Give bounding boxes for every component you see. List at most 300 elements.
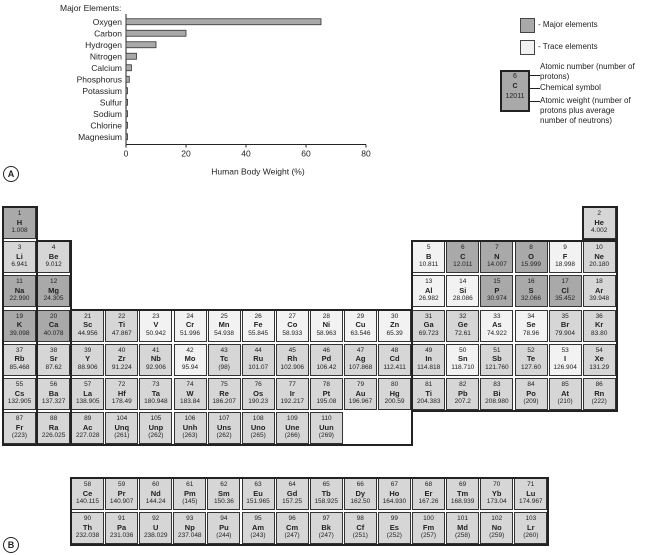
atomic-weight: 131.29: [589, 363, 610, 371]
atomic-number: 6: [460, 244, 465, 252]
element-cell-es: [378, 512, 411, 544]
atomic-number: 88: [49, 415, 58, 423]
element-symbol: Pt: [322, 388, 331, 398]
atomic-number: 80: [390, 381, 399, 388]
atomic-number: 22: [118, 312, 126, 320]
element-symbol: Sb: [492, 354, 502, 364]
atomic-weight: 9.012: [45, 261, 62, 269]
element-symbol: Y: [85, 354, 91, 364]
element-symbol: Pr: [117, 488, 126, 498]
atomic-weight: 101.07: [248, 363, 269, 371]
element-symbol: Cu: [355, 320, 366, 330]
atomic-weight: 91.224: [111, 363, 132, 371]
atomic-weight: 138.905: [75, 398, 100, 405]
atomic-number: 84: [527, 381, 535, 388]
atomic-number: 97: [322, 515, 330, 522]
element-symbol: Os: [253, 388, 264, 398]
element-symbol: S: [528, 285, 534, 295]
element-symbol: Pd: [321, 354, 332, 364]
atomic-weight: (210): [557, 398, 573, 405]
element-cell-unp: [139, 412, 172, 444]
element-symbol: K: [16, 320, 23, 330]
element-cell-au: [344, 378, 377, 410]
element-cell-mg: [37, 275, 70, 307]
element-cell-une: [276, 412, 309, 444]
atomic-number: 103: [525, 515, 537, 522]
element-cell-u: [139, 512, 172, 544]
element-symbol: Co: [287, 320, 298, 330]
atomic-number: 34: [527, 312, 535, 320]
element-cell-pd: [310, 344, 343, 376]
atomic-weight: 192.217: [280, 398, 305, 405]
atomic-number: 93: [186, 515, 194, 522]
category-label-magnesium: Magnesium: [78, 131, 122, 142]
atomic-number: 39: [84, 346, 92, 354]
panel-label-a: A: [3, 166, 19, 182]
element-symbol: F: [562, 251, 568, 261]
element-symbol: As: [492, 320, 502, 330]
atomic-weight: 69.723: [418, 329, 439, 337]
atomic-weight: 226.025: [41, 432, 66, 440]
element-symbol: Bk: [321, 522, 331, 532]
element-cell-br: [549, 310, 582, 342]
element-cell-in: [412, 344, 445, 376]
atomic-weight: (258): [455, 532, 471, 539]
atomic-weight: (261): [114, 432, 130, 440]
key-atomic-number: 6: [513, 73, 517, 80]
atomic-weight: 195.08: [316, 398, 337, 405]
element-symbol: Ce: [82, 488, 93, 498]
atomic-weight: (243): [250, 532, 266, 539]
atomic-number: 63: [254, 481, 262, 488]
element-cell-sm: [207, 478, 240, 510]
element-cell-se: [515, 310, 548, 342]
atomic-number: 12: [49, 278, 58, 286]
element-cell-po: [515, 378, 548, 410]
x-tick-label-60: 60: [301, 148, 311, 159]
atomic-weight: 168.939: [450, 498, 475, 505]
atomic-weight: 200.59: [384, 398, 405, 405]
element-symbol: Sm: [218, 488, 230, 498]
atomic-number: 5: [426, 244, 431, 252]
atomic-weight: 190.23: [248, 398, 269, 405]
element-cell-v: [139, 310, 172, 342]
atomic-weight: 204.383: [416, 398, 441, 405]
element-symbol: Hg: [389, 388, 400, 398]
element-symbol: Li: [16, 251, 23, 261]
atomic-weight: 55.845: [248, 329, 269, 337]
atomic-weight: (247): [318, 532, 334, 539]
element-symbol: Pb: [458, 388, 468, 398]
element-cell-si: [446, 275, 479, 307]
element-cell-p: [480, 275, 513, 307]
category-label-nitrogen: Nitrogen: [89, 51, 122, 62]
element-cell-cm: [276, 512, 309, 544]
element-symbol: Nd: [150, 488, 161, 498]
atomic-number: 98: [356, 515, 364, 522]
atomic-number: 32: [459, 312, 467, 320]
element-symbol: Sc: [83, 320, 93, 330]
atomic-weight: 22.990: [9, 295, 30, 303]
major-elements-legend: - Major elements: [538, 20, 598, 29]
atomic-weight: 20.180: [589, 261, 610, 269]
atomic-weight: 65.39: [386, 329, 403, 337]
element-symbol: At: [561, 388, 570, 398]
atomic-weight: 95.94: [181, 363, 199, 371]
element-cell-hg: [378, 378, 411, 410]
atomic-weight: 74.922: [486, 329, 507, 337]
category-label-sodium: Sodium: [93, 108, 122, 119]
element-symbol: Be: [48, 251, 59, 261]
element-symbol: Zr: [118, 354, 126, 364]
atomic-weight: 157.25: [282, 498, 303, 505]
atomic-weight: 58.933: [282, 329, 303, 337]
atomic-weight: 12.011: [453, 261, 473, 269]
atomic-weight: 32.066: [521, 295, 541, 303]
atomic-weight: 183.84: [180, 398, 200, 405]
element-cell-dy: [344, 478, 377, 510]
element-symbol: In: [425, 354, 433, 364]
atomic-weight: 78.96: [522, 329, 540, 337]
element-cell-uun: [310, 412, 343, 444]
atomic-weight: 186.207: [212, 398, 236, 405]
element-cell-te: [515, 344, 548, 376]
atomic-number: 45: [288, 346, 296, 354]
element-symbol: Au: [355, 388, 366, 398]
element-symbol: Te: [526, 354, 536, 364]
atomic-weight: 132.905: [7, 398, 32, 405]
atomic-number: 70: [493, 481, 501, 488]
element-symbol: Uns: [217, 422, 232, 432]
atomic-weight: 39.098: [9, 329, 30, 337]
atomic-number: 106: [184, 415, 196, 423]
category-label-phosphorus: Phosphorus: [76, 74, 122, 85]
atomic-number: 44: [254, 346, 262, 354]
atomic-number: 105: [150, 415, 162, 423]
element-cell-be: [37, 241, 70, 273]
element-symbol: Ru: [253, 354, 264, 364]
atomic-number: 94: [220, 515, 228, 522]
atomic-number: 49: [425, 346, 433, 354]
element-symbol: Ti: [118, 320, 126, 330]
atomic-number: 4: [51, 244, 56, 252]
element-symbol: Hf: [117, 388, 126, 398]
element-cell-ac: [71, 412, 104, 444]
atomic-weight: 140.907: [109, 498, 134, 505]
atomic-weight: 50.942: [145, 329, 166, 337]
element-cell-he: [583, 207, 616, 239]
atomic-number: 2: [597, 210, 601, 217]
atomic-number: 107: [218, 415, 230, 423]
element-cell-sc: [71, 310, 104, 342]
element-cell-ti: [412, 378, 445, 410]
atomic-number: 82: [459, 381, 467, 388]
atomic-number: 31: [425, 312, 433, 320]
element-symbol: Ne: [594, 251, 604, 261]
element-symbol: Ta: [151, 388, 160, 398]
element-cell-zr: [105, 344, 138, 376]
element-symbol: Fm: [422, 522, 435, 532]
atomic-number: 76: [254, 381, 262, 388]
atomic-weight: 178.49: [111, 398, 132, 405]
element-symbol: Unp: [148, 422, 164, 432]
atomic-weight: (257): [420, 532, 437, 539]
atomic-number: 36: [595, 312, 603, 320]
atomic-weight: 63.546: [350, 329, 371, 337]
atomic-number: 46: [322, 346, 330, 354]
element-cell-mo: [174, 344, 207, 376]
x-tick-label-40: 40: [241, 148, 251, 159]
atomic-number: 92: [152, 515, 160, 522]
atomic-weight: (266): [284, 432, 300, 440]
atomic-number: 50: [459, 346, 467, 354]
element-symbol: Unh: [182, 422, 198, 432]
category-label-carbon: Carbon: [94, 28, 122, 39]
element-cell-pt: [310, 378, 343, 410]
atomic-weight: (244): [216, 532, 232, 539]
atomic-number: 41: [152, 346, 160, 354]
element-cell-lu: [514, 478, 547, 510]
element-symbol: Ac: [82, 422, 93, 432]
element-cell-h: [3, 207, 36, 239]
element-symbol: Br: [560, 320, 570, 330]
atomic-weight: 144.24: [145, 498, 166, 505]
atomic-number: 91: [117, 515, 126, 522]
atomic-weight: 88.906: [77, 363, 98, 371]
element-cell-w: [174, 378, 207, 410]
x-axis-label: Human Body Weight (%): [211, 166, 305, 177]
atomic-weight: 196.967: [348, 398, 373, 405]
element-cell-ho: [378, 478, 411, 510]
element-symbol: Sn: [458, 354, 468, 364]
element-symbol: Tc: [219, 354, 229, 364]
element-symbol: He: [594, 217, 604, 227]
element-cell-al: [412, 275, 445, 307]
element-symbol: P: [494, 285, 500, 295]
atomic-number: 59: [117, 481, 126, 488]
atomic-weight: 79.904: [555, 329, 576, 337]
key-weight-label: Atomic weight (number of protons plus average number of neutrons): [540, 96, 631, 125]
atomic-weight: 118.710: [451, 363, 475, 371]
atomic-weight: 24.305: [43, 295, 64, 303]
element-cell-pm: [173, 478, 206, 510]
atomic-number: 40: [118, 346, 126, 354]
element-symbol: Cf: [356, 522, 365, 532]
element-cell-li: [3, 241, 36, 273]
atomic-weight: (222): [591, 398, 607, 405]
element-symbol: Lr: [527, 522, 535, 532]
atomic-weight: 180.948: [144, 398, 168, 405]
atomic-weight: (145): [182, 498, 198, 505]
element-symbol: Fe: [253, 320, 263, 330]
atomic-weight: 112.411: [383, 363, 406, 371]
atomic-number: 56: [49, 381, 58, 388]
atomic-number: 23: [152, 312, 160, 320]
element-cell-th: [71, 512, 104, 544]
atomic-number: 29: [356, 312, 365, 320]
element-cell-unh: [174, 412, 207, 444]
atomic-weight: (263): [182, 432, 198, 440]
element-symbol: I: [564, 354, 567, 364]
element-symbol: Cd: [389, 354, 400, 364]
atomic-number: 18: [595, 278, 603, 286]
atomic-number: 24: [186, 312, 194, 320]
element-cell-co: [276, 310, 309, 342]
element-symbol: Cs: [14, 388, 25, 398]
element-symbol: O: [528, 251, 534, 261]
element-symbol: Md: [457, 522, 469, 532]
atomic-number: 57: [84, 381, 92, 388]
atomic-number: 28: [322, 312, 330, 320]
element-cell-la: [71, 378, 104, 410]
atomic-number: 26: [254, 312, 262, 320]
element-symbol: N: [494, 251, 500, 261]
atomic-weight: 1.008: [11, 227, 28, 234]
atomic-number: 61: [186, 481, 194, 488]
element-symbol: Es: [389, 522, 399, 532]
atomic-number: 74: [186, 381, 194, 388]
category-label-potassium: Potassium: [82, 85, 122, 96]
element-cell-nb: [139, 344, 172, 376]
atomic-number: 21: [84, 312, 92, 320]
element-cell-uno: [242, 412, 275, 444]
atomic-number: 77: [288, 381, 296, 388]
atomic-weight: 85.468: [9, 363, 30, 371]
element-symbol: Na: [14, 285, 25, 295]
atomic-weight: (260): [523, 532, 539, 539]
atomic-number: 17: [561, 278, 569, 286]
atomic-weight: 231.036: [109, 532, 134, 539]
atomic-weight: 173.04: [486, 498, 507, 505]
atomic-number: 85: [561, 381, 569, 388]
element-cell-ni: [310, 310, 343, 342]
atomic-number: 60: [152, 481, 160, 488]
key-symbol: C: [512, 83, 518, 90]
atomic-weight: 44.956: [77, 329, 98, 337]
element-symbol: Th: [82, 522, 93, 532]
atomic-weight: 164.930: [382, 498, 407, 505]
element-cell-nd: [139, 478, 172, 510]
atomic-number: 100: [423, 515, 434, 522]
element-symbol: V: [153, 320, 159, 330]
element-cell-os: [242, 378, 275, 410]
element-cell-ca: [37, 310, 70, 342]
element-symbol: Dy: [355, 488, 366, 498]
trace-elements-legend: - Trace elements: [538, 42, 598, 51]
atomic-weight: 6.941: [11, 261, 28, 269]
element-cell-ga: [412, 310, 445, 342]
element-symbol: Ba: [48, 388, 59, 398]
atomic-number: 96: [288, 515, 296, 522]
atomic-weight: 14.007: [486, 261, 507, 269]
element-cell-cd: [378, 344, 411, 376]
atomic-number: 66: [356, 481, 364, 488]
atomic-number: 35: [561, 312, 569, 320]
atomic-number: 30: [390, 312, 399, 320]
atomic-number: 78: [322, 381, 330, 388]
atomic-weight: (223): [11, 432, 28, 440]
element-symbol: Ga: [423, 320, 434, 330]
atomic-number: 15: [493, 278, 501, 286]
element-cell-ta: [139, 378, 172, 410]
category-label-sulfur: Sulfur: [99, 97, 122, 108]
element-symbol: Ag: [355, 354, 366, 364]
atomic-weight: 51.996: [180, 329, 200, 337]
atomic-number: 10: [595, 244, 603, 252]
atomic-number: 110: [321, 415, 332, 423]
element-symbol: Po: [526, 388, 536, 398]
element-cell-ne: [583, 241, 616, 273]
atomic-weight: 92.906: [145, 363, 166, 371]
element-symbol: Tb: [321, 488, 331, 498]
atomic-number: 65: [322, 481, 330, 488]
element-symbol: Zn: [390, 320, 400, 330]
atomic-weight: 26.982: [418, 295, 439, 303]
element-symbol: Ir: [289, 388, 295, 398]
element-symbol: Am: [251, 522, 265, 532]
atomic-number: 58: [83, 481, 92, 488]
atomic-number: 16: [527, 278, 535, 286]
atomic-number: 38: [49, 346, 58, 354]
atomic-number: 95: [254, 515, 262, 522]
key-weight: 12011: [505, 93, 525, 100]
element-cell-k: [3, 310, 36, 342]
key-number-label: Atomic number (number of protons): [540, 62, 635, 81]
atomic-number: 99: [390, 515, 398, 522]
atomic-number: 55: [15, 381, 24, 388]
atomic-number: 51: [493, 346, 501, 354]
atomic-number: 75: [220, 381, 228, 388]
atomic-number: 11: [16, 278, 23, 286]
atomic-weight: 58.963: [316, 329, 337, 337]
element-symbol: Ni: [322, 320, 331, 330]
atomic-number: 62: [220, 481, 228, 488]
element-symbol: La: [83, 388, 93, 398]
element-symbol: U: [152, 522, 159, 532]
element-cell-n: [480, 241, 513, 273]
element-cell-cs: [3, 378, 36, 410]
atomic-weight: 151.965: [246, 498, 270, 505]
element-cell-sr: [37, 344, 70, 376]
element-cell-np: [173, 512, 206, 544]
element-cell-pb: [446, 378, 479, 410]
atomic-weight: (251): [352, 532, 368, 539]
element-cell-sn: [446, 344, 479, 376]
atomic-weight: 232.038: [75, 532, 100, 539]
element-cell-er: [412, 478, 445, 510]
element-cell-hf: [105, 378, 138, 410]
atomic-number: 47: [356, 346, 365, 354]
atomic-number: 109: [286, 415, 298, 423]
atomic-number: 67: [390, 481, 398, 488]
atomic-weight: 18.998: [555, 261, 576, 269]
element-symbol: Se: [526, 320, 536, 330]
element-cell-ir: [276, 378, 309, 410]
atomic-weight: 126.904: [553, 363, 577, 371]
element-cell-c: [446, 241, 479, 273]
element-symbol: C: [460, 251, 466, 261]
atomic-weight: 87.62: [45, 363, 62, 371]
atomic-weight: (259): [489, 532, 505, 539]
element-cell-i: [549, 344, 582, 376]
atomic-number: 83: [493, 381, 501, 388]
atomic-number: 68: [424, 481, 433, 488]
element-symbol: Yb: [491, 488, 502, 498]
element-symbol: Tm: [456, 488, 469, 498]
element-symbol: Si: [459, 285, 467, 295]
element-cell-cr: [174, 310, 207, 342]
atomic-weight: 15.999: [521, 261, 541, 269]
